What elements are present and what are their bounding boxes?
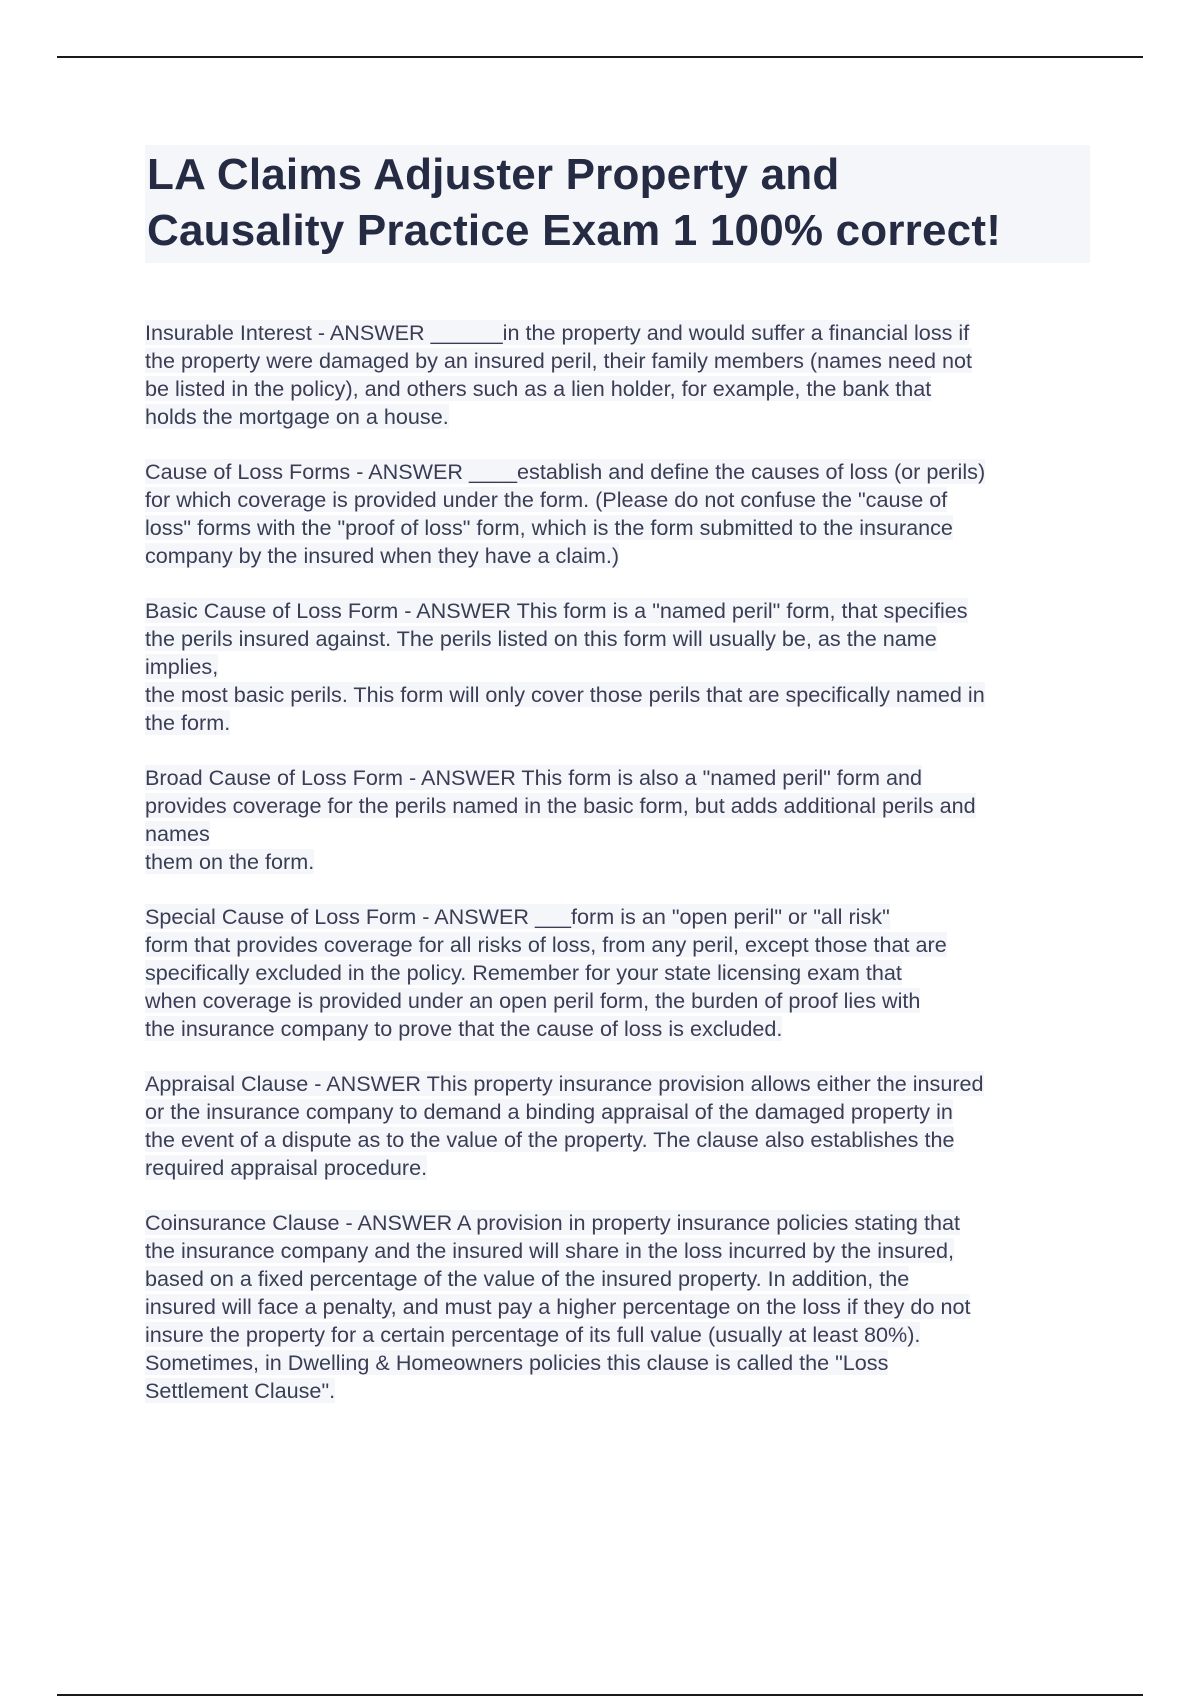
entry-line: names [145, 821, 210, 846]
entry-line: Settlement Clause". [145, 1378, 336, 1403]
entry-line: Broad Cause of Loss Form - ANSWER This form is also a "named peril" form and [145, 765, 922, 790]
entry-insurable-interest [145, 319, 1090, 431]
entry-broad-cause-of-loss-form [145, 764, 1090, 876]
entry-line: loss" forms with the "proof of loss" form, which is the form submitted to the insurance [145, 515, 953, 540]
entry-line: the form. [145, 710, 231, 735]
entry-line: insured will face a penalty, and must pay a higher percentage on the loss if they do not [145, 1294, 971, 1319]
entry-line: Special Cause of Loss Form - ANSWER ___form is an "open peril" or "all risk" [145, 904, 890, 929]
entry-line: the perils insured against. The perils listed on this form will usually be, as the name [145, 626, 937, 651]
entry-line: the property were damaged by an insured peril, their family members (names need not [145, 348, 972, 373]
entry-cause-of-loss-forms [145, 458, 1090, 570]
entry-line: insure the property for a certain percentage of its full value (usually at least 80%). [145, 1322, 921, 1347]
entry-line: specifically excluded in the policy. Remember for your state licensing exam that [145, 960, 902, 985]
entry-special-cause-of-loss-form [145, 903, 1090, 1043]
entry-line: when coverage is provided under an open peril form, the burden of proof lies with [145, 988, 921, 1013]
entry-line: or the insurance company to demand a binding appraisal of the damaged property in [145, 1099, 953, 1124]
entry-line: Appraisal Clause - ANSWER This property insurance provision allows either the insured [145, 1071, 984, 1096]
entry-coinsurance-clause [145, 1209, 1090, 1405]
qa-entries [145, 319, 1090, 1405]
entry-line: be listed in the policy), and others such as a lien holder, for example, the bank that [145, 376, 932, 401]
entry-line: provides coverage for the perils named in the basic form, but adds additional perils and [145, 793, 976, 818]
entry-appraisal-clause [145, 1070, 1090, 1182]
entry-line: the insurance company to prove that the cause of loss is excluded. [145, 1016, 783, 1041]
entry-line: Basic Cause of Loss Form - ANSWER This form is a "named peril" form, that specifies [145, 598, 968, 623]
entry-basic-cause-of-loss-form [145, 597, 1090, 737]
entry-line: based on a fixed percentage of the value of the insured property. In addition, the [145, 1266, 910, 1291]
entry-line: the event of a dispute as to the value of the property. The clause also establishes the [145, 1127, 955, 1152]
entry-line: Insurable Interest - ANSWER ______in the property and would suffer a financial loss if [145, 320, 970, 345]
entry-line: Coinsurance Clause - ANSWER A provision in property insurance policies stating that [145, 1210, 960, 1235]
bottom-divider [57, 1694, 1143, 1696]
entry-line: the insurance company and the insured will share in the loss incurred by the insured, [145, 1238, 955, 1263]
top-divider [57, 56, 1143, 58]
entry-line: Cause of Loss Forms - ANSWER ____establish and define the causes of loss (or perils) [145, 459, 986, 484]
entry-line: company by the insured when they have a claim.) [145, 543, 620, 568]
entry-line: implies, [145, 654, 219, 679]
document-title [145, 145, 1090, 263]
document-page [145, 145, 1090, 1432]
entry-line: holds the mortgage on a house. [145, 404, 449, 429]
entry-line: the most basic perils. This form will only cover those perils that are specifically named in [145, 682, 985, 707]
entry-line: Sometimes, in Dwelling & Homeowners policies this clause is called the "Loss [145, 1350, 889, 1375]
entry-line: for which coverage is provided under the form. (Please do not confuse the "cause of [145, 487, 948, 512]
title-line-2: Causality Practice Exam 1 100% correct! [147, 206, 1002, 255]
entry-line: form that provides coverage for all risks of loss, from any peril, except those that are [145, 932, 947, 957]
title-line-1: LA Claims Adjuster Property and [147, 150, 840, 199]
entry-line: required appraisal procedure. [145, 1155, 428, 1180]
entry-line: them on the form. [145, 849, 315, 874]
